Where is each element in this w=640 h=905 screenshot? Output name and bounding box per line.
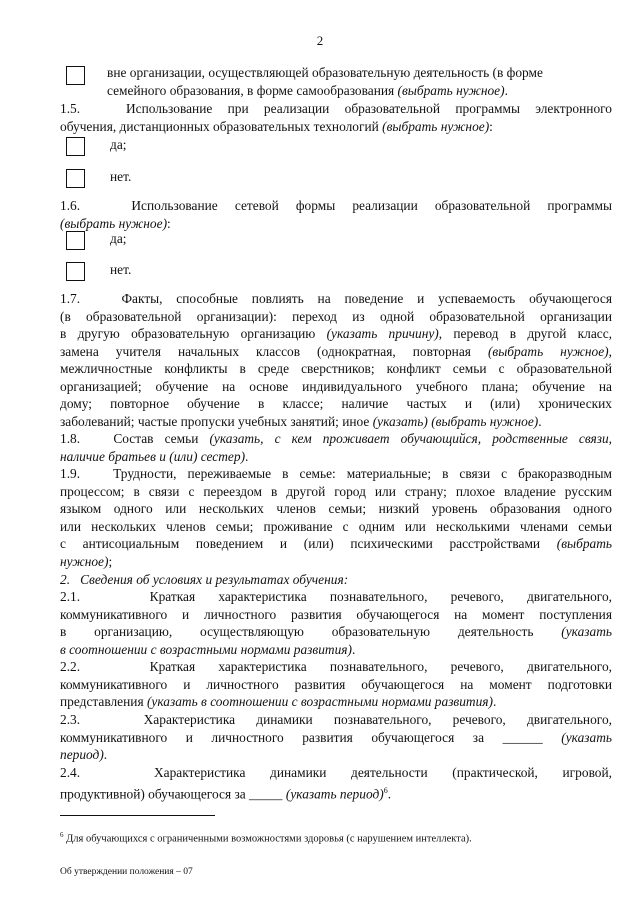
text-italic: (указать [561, 729, 612, 745]
item-number: 1.8. [60, 431, 81, 446]
text: . [351, 641, 356, 657]
footnote-text: Для обучающихся с ограниченными возможностями здоровья (с нарушением интеллекта). [63, 833, 472, 845]
section-number: 2. [60, 572, 71, 587]
item-number: 2.1. [60, 589, 81, 604]
item-number: 1.6. [60, 198, 81, 213]
text-line [60, 746, 612, 764]
text: в другую образовательную организацию [60, 326, 327, 341]
text: Краткая характеристика познавательного, речевого, двигательного, [149, 589, 613, 604]
text-line [60, 100, 612, 118]
text: Факты, способные повлиять на поведение и успеваемость обучающегося [121, 291, 613, 306]
text-line [60, 343, 612, 361]
text-italic: (указать период) [285, 785, 384, 801]
text-line: или нескольких членов семьи; проживание с одним или несколькими членами семьи [60, 518, 612, 534]
text-line [60, 465, 612, 483]
text-italic: наличие братьев и (или) сестер) [60, 448, 246, 464]
option-1-5-yes: да; [110, 137, 127, 152]
text-line: межличностные конфликты в среде сверстников; конфликт семьи с образовательной [60, 361, 612, 376]
text-line: коммуникативного и личностного развития обучающегося на момент подготовки [60, 676, 612, 692]
option-1-6-yes: да; [110, 231, 127, 246]
text: замена учителя начальных классов (однократная, повторная [60, 343, 488, 359]
text-line [60, 641, 612, 659]
item-number: 2.4. [60, 765, 81, 780]
text-line [60, 197, 612, 215]
text-line [60, 553, 612, 571]
text: Трудности, переживаемые в семье: материальные; в связи с бракоразводным [113, 466, 612, 481]
item-1-7 [60, 290, 612, 430]
text-italic: (указать причину) [326, 326, 439, 341]
checkbox-1-6-yes[interactable] [66, 231, 85, 250]
text: Использование при реализации образовательной программы электронного [125, 101, 612, 116]
text-line [60, 118, 612, 136]
text-italic: (указать [561, 624, 612, 639]
text-italic: (выбрать нужное) [397, 82, 505, 98]
footnote [60, 831, 472, 845]
text-line [60, 764, 612, 782]
text-line [60, 290, 612, 308]
text-line [107, 82, 607, 100]
text-line [60, 729, 612, 747]
text: коммуникативного и личностного развития обучающегося за ______ [60, 729, 562, 745]
item-number: 1.5. [60, 101, 81, 116]
text-italic: в соотношении с возрастными нормами развития) [60, 641, 352, 657]
footnote-separator [60, 815, 215, 816]
text: Использование сетевой формы реализации образовательной программы [131, 198, 612, 213]
text: семейного образования, в форме самообразования [107, 82, 398, 98]
item-number: 1.9. [60, 466, 81, 481]
text-line: процессом; в связи с переездом в другой город или страну; плохое владение русским [60, 483, 612, 499]
checkbox-1-5-no[interactable] [66, 169, 85, 188]
text: Характеристика динамики познавательного, речевого, двигательного, [143, 712, 612, 727]
text: . [538, 413, 542, 429]
text: . [103, 747, 108, 762]
text: . [245, 448, 249, 464]
text: Характеристика динамики деятельности (практической, игровой, [153, 765, 613, 780]
text-line [60, 588, 612, 606]
text: заболеваний; частые пропуски учебных занятий; иное [60, 413, 373, 429]
text-line: вне организации, осуществляющей образовательную деятельность (в форме [107, 65, 543, 80]
text-italic: (указать, с кем проживает обучающийся, родственные связи, [209, 431, 612, 446]
text: продуктивной) обучающегося за _____ [60, 785, 286, 801]
text: . [387, 785, 392, 801]
text: . [492, 694, 497, 709]
text: представления [60, 694, 147, 709]
item-number: 1.7. [60, 291, 81, 306]
text: : [167, 215, 171, 231]
text-line: дому; повторное обучение в классе; наличие частых и (или) хронических [60, 396, 612, 411]
text-italic: нужное) [60, 553, 109, 569]
item-1-4-continuation [107, 64, 607, 99]
text-line [60, 325, 612, 343]
text-line: организацией; обучение на основе индивидуального учебного плана; обучение на [60, 378, 612, 394]
text-line [60, 430, 612, 448]
text: , [608, 343, 612, 359]
text: Состав семьи [113, 431, 210, 446]
footnote-mark: 6 [60, 831, 64, 839]
text-italic: (выбрать нужное) [382, 118, 490, 134]
text-line [60, 215, 612, 233]
text-line [60, 448, 612, 466]
text-line [60, 693, 612, 711]
item-1-8 [60, 430, 612, 465]
text-line [60, 711, 612, 729]
text-line [60, 658, 612, 676]
item-2-4 [60, 764, 612, 802]
text: . [504, 82, 508, 98]
item-1-9 [60, 465, 612, 570]
text-italic: (указать) (выбрать нужное) [372, 413, 539, 429]
text-italic: (выбрать нужное) [60, 215, 168, 231]
text: , перевод в другой класс, [438, 326, 613, 341]
page-number: 2 [316, 33, 324, 48]
item-1-5 [60, 100, 612, 135]
text-line: коммуникативного и личностного развития обучающегося на момент поступления [60, 606, 612, 622]
item-1-6 [60, 197, 612, 232]
item-2-1 [60, 588, 612, 658]
item-2-2 [60, 658, 612, 711]
text: : [489, 118, 493, 134]
page-footer: Об утверждении положения – 07 [60, 867, 193, 877]
text-line [60, 413, 612, 431]
checkbox-1-5-yes[interactable] [66, 137, 85, 156]
option-1-5-no: нет. [110, 169, 132, 184]
text-line [60, 535, 612, 553]
text: в организацию, осуществляющую образовательную деятельность [60, 624, 562, 639]
checkbox-outside-org[interactable] [66, 66, 85, 85]
text: Краткая характеристика познавательного, речевого, двигательного, [149, 659, 613, 674]
section-title: Сведения об условиях и результатах обучения: [80, 572, 349, 587]
text-italic: (выбрать [556, 536, 612, 551]
text-line [60, 623, 612, 641]
text-italic: период) [60, 747, 104, 762]
item-number: 2.2. [60, 659, 81, 674]
text-italic: (указать в соотношении с возрастными нормами развития) [146, 694, 493, 709]
section-2-heading [60, 571, 612, 589]
text: обучения, дистанционных образовательных технологий [60, 118, 383, 134]
item-2-3 [60, 711, 612, 764]
text: ; [108, 553, 113, 569]
option-1-6-no: нет. [110, 262, 132, 277]
text-line [60, 782, 612, 803]
text-line: (в образовательной организации): переход из одной образовательной организации [60, 308, 612, 324]
footnote-ref[interactable]: 6 [383, 785, 388, 795]
text-italic: (выбрать нужное) [487, 343, 609, 359]
item-number: 2.3. [60, 712, 81, 727]
text: с антисоциальным поведением и (или) психическими расстройствами [60, 536, 557, 551]
text-line: языком одного или нескольких членов семьи; низкий уровень образования одного [60, 501, 612, 516]
checkbox-1-6-no[interactable] [66, 262, 85, 281]
